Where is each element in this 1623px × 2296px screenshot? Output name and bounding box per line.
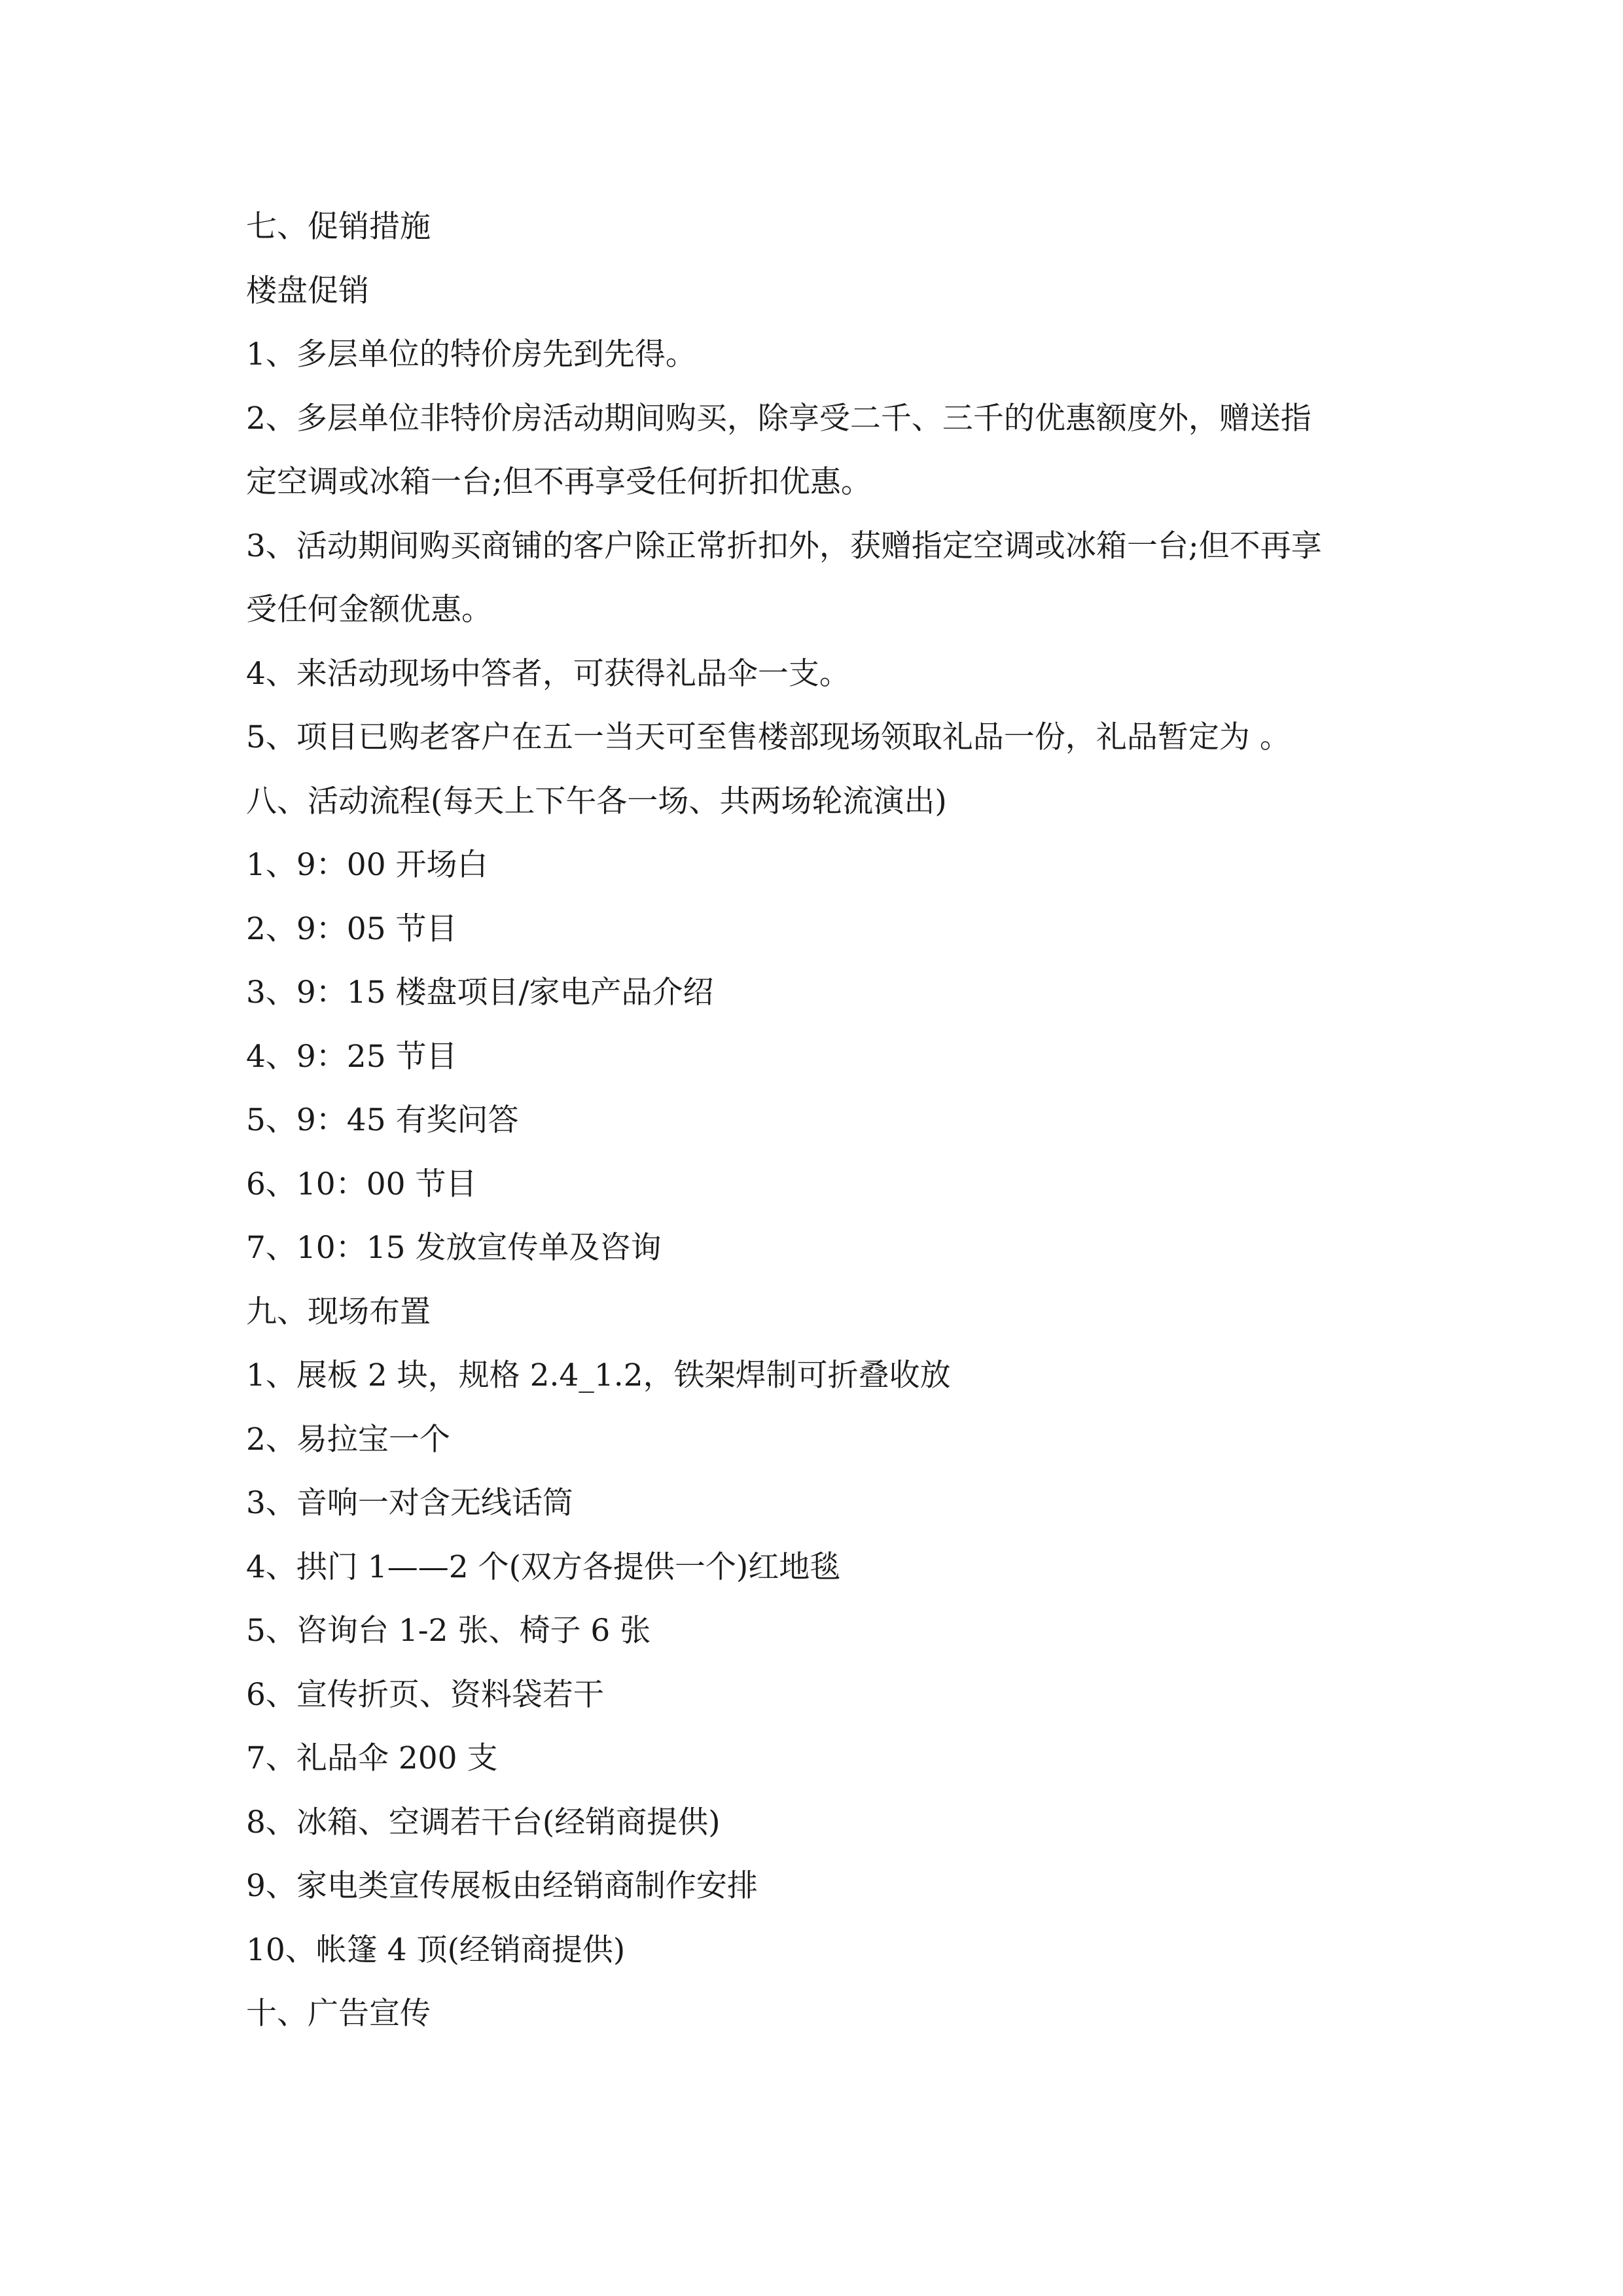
section-heading-venue-setup: 九、现场布置 <box>246 1293 431 1330</box>
promotion-item-1: 1、多层单位的特价房先到先得。 <box>246 336 696 372</box>
setup-item-10: 10、帐篷 4 顶(经销商提供) <box>246 1931 626 1968</box>
promotion-item-3-line-2: 受任何金额优惠。 <box>246 592 492 628</box>
promotion-item-2-line-2: 定空调或冰箱一台;但不再享受任何折扣优惠。 <box>246 464 872 500</box>
setup-item-1: 1、展板 2 块，规格 2.4_1.2，铁架焊制可折叠收放 <box>246 1357 951 1393</box>
setup-item-6: 6、宣传折页、资料袋若干 <box>246 1676 604 1713</box>
subheading-property-promotion: 楼盘促销 <box>246 272 369 309</box>
promotion-item-3-line-1: 3、活动期间购买商铺的客户除正常折扣外，获赠指定空调或冰箱一台;但不再享 <box>246 528 1322 564</box>
promotion-item-2-line-1: 2、多层单位非特价房活动期间购买，除享受二千、三千的优惠额度外，赠送指 <box>246 400 1311 437</box>
schedule-item-1: 1、9：00 开场白 <box>246 847 488 883</box>
schedule-item-3: 3、9：15 楼盘项目/家电产品介绍 <box>246 975 714 1011</box>
document-body <box>246 195 1398 2046</box>
section-heading-schedule: 八、活动流程(每天上下午各一场、共两场轮流演出) <box>246 783 947 819</box>
section-heading-advertising: 十、广告宣传 <box>246 1996 431 2032</box>
setup-item-2: 2、易拉宝一个 <box>246 1421 450 1458</box>
schedule-item-2: 2、9：05 节目 <box>246 910 457 947</box>
setup-item-8: 8、冰箱、空调若干台(经销商提供) <box>246 1804 721 1840</box>
schedule-item-7: 7、10：15 发放宣传单及咨询 <box>246 1230 662 1266</box>
promotion-item-4: 4、来活动现场中答者，可获得礼品伞一支。 <box>246 655 850 692</box>
schedule-item-6: 6、10：00 节目 <box>246 1166 477 1202</box>
section-heading-promotion: 七、促销措施 <box>246 209 431 245</box>
setup-item-4: 4、拱门 1——2 个(双方各提供一个)红地毯 <box>246 1549 841 1585</box>
schedule-item-4: 4、9：25 节目 <box>246 1038 457 1075</box>
schedule-item-5: 5、9：45 有奖问答 <box>246 1102 519 1138</box>
setup-item-5: 5、咨询台 1-2 张、椅子 6 张 <box>246 1613 651 1649</box>
setup-item-9: 9、家电类宣传展板由经销商制作安排 <box>246 1868 758 1904</box>
setup-item-3: 3、音响一对含无线话筒 <box>246 1485 573 1521</box>
promotion-item-5: 5、项目已购老客户在五一当天可至售楼部现场领取礼品一份，礼品暂定为 。 <box>246 719 1291 755</box>
setup-item-7: 7、礼品伞 200 支 <box>246 1740 498 1776</box>
